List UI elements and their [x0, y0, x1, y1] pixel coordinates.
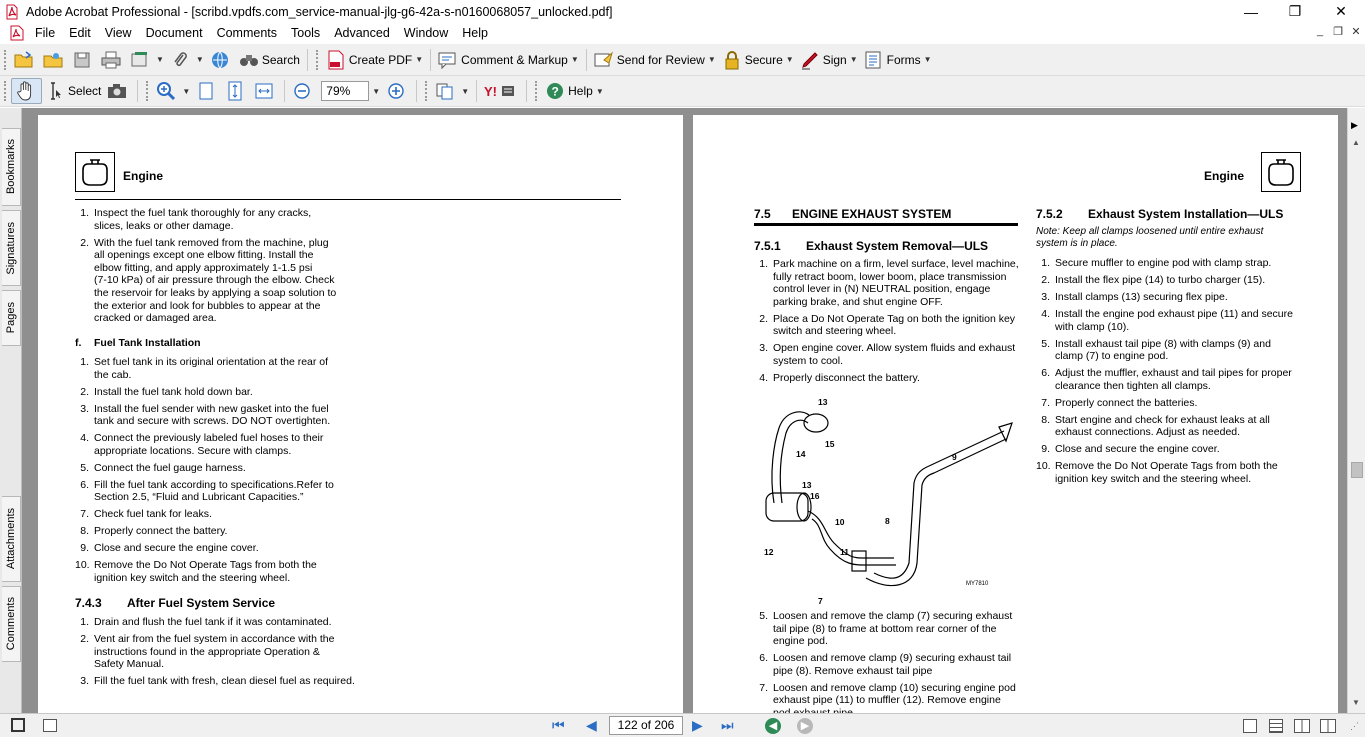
create-pdf-label: Create PDF: [348, 52, 413, 67]
section-7-4-3-title: After Fuel System Service: [127, 596, 276, 610]
zoom-tool-button[interactable]: [153, 78, 193, 104]
svg-text:?: ?: [551, 84, 559, 99]
list-item: 3. Fill the fuel tank with fresh, clean diesel fuel as required.: [80, 675, 355, 688]
bookmarks-tab-label: Bookmarks: [5, 139, 17, 195]
organizer-dropdown-button[interactable]: [127, 47, 167, 73]
chevron-down-icon[interactable]: ▼: [372, 86, 381, 96]
pages-tab[interactable]: [2, 290, 21, 346]
open-button[interactable]: [11, 47, 40, 73]
navigation-toolbar: [0, 76, 1365, 107]
installation-steps-list: [1036, 257, 1306, 490]
list-item: 2. Vent air from the fuel system in accordance with the instructions found in the appropriate Operation & Safety Manual.: [80, 632, 335, 671]
snapshot-tool-button[interactable]: [104, 78, 133, 104]
sign-label: Sign: [822, 52, 847, 67]
list-item: 4. Properly disconnect the battery.: [759, 371, 920, 384]
list-item: 4. Connect the previously labeled fuel hoses to their appropriate locations. Secure with clamps.: [80, 432, 324, 457]
globe-icon: [210, 50, 230, 70]
single-page-icon[interactable]: [1243, 719, 1257, 733]
figure-label: 10: [835, 517, 845, 527]
secure-button[interactable]: [719, 47, 797, 73]
status-bar: [0, 713, 1365, 737]
yahoo-search-button[interactable]: [481, 78, 522, 104]
acrobat-app-icon: [4, 4, 20, 20]
page-layout-button[interactable]: [432, 78, 472, 104]
create-pdf-button[interactable]: [323, 47, 426, 73]
restore-button[interactable]: ❐: [1288, 3, 1302, 19]
toolbar-grip[interactable]: [4, 50, 7, 70]
hand-tool-button[interactable]: [11, 78, 42, 104]
save-icon: [72, 50, 92, 70]
continuous-facing-icon[interactable]: [1320, 719, 1336, 733]
title-bar: [0, 0, 1365, 23]
list-item: 9. Close and secure the engine cover.: [80, 542, 259, 555]
menu-window[interactable]: Window: [403, 26, 449, 40]
signatures-tab-label: Signatures: [5, 221, 17, 275]
document-page-left: [38, 115, 683, 715]
figure-label: 9: [952, 452, 957, 462]
toolbar-grip[interactable]: [4, 81, 7, 101]
print-button[interactable]: [98, 47, 127, 73]
toolbar-separator: [284, 80, 285, 102]
list-item: 7. Loosen and remove clamp (10) securing engine pod exhaust pipe (11) to muffler (12). Remove engine: [759, 681, 1016, 707]
engine-section-icon: [75, 152, 115, 192]
thumbnail-icon[interactable]: [43, 719, 57, 732]
page-number-field[interactable]: 122 of 206: [609, 716, 683, 735]
comments-tab-label: Comments: [5, 597, 17, 651]
list-item: 5. Loosen and remove the clamp (7) securing exhaust tail pipe (8) to frame at bottom rear corner of the engine pod.: [759, 610, 1013, 648]
folder-open-icon: [14, 50, 34, 70]
figure-code: MY7810: [966, 581, 989, 587]
actual-size-button[interactable]: [193, 78, 222, 104]
toolbar-grip[interactable]: [425, 81, 428, 101]
last-page-icon[interactable]: ⏭: [721, 717, 734, 733]
list-item: 2. Install the flex pipe (14) to turbo charger (15).: [1041, 273, 1266, 286]
scroll-down-icon[interactable]: ▼: [1352, 698, 1360, 707]
help-icon: [545, 81, 565, 101]
send-for-review-label: Send for Review: [616, 52, 705, 67]
organizer-icon: [43, 50, 63, 70]
search-button[interactable]: [236, 47, 303, 73]
doc-close-button[interactable]: ✕: [1351, 26, 1361, 38]
pages-tab-label: Pages: [5, 302, 17, 334]
comment-markup-icon: [438, 50, 458, 70]
menu-bar: [0, 23, 1365, 43]
page-header-title: Engine: [123, 169, 164, 183]
list-item: 8. Start engine and check for exhaust leaks at all exhaust connections. Adjust as needed.: [1041, 413, 1270, 439]
resize-grip-icon[interactable]: ⋰: [1350, 721, 1359, 731]
fit-page-button[interactable]: [222, 78, 251, 104]
attachments-tab[interactable]: [2, 496, 21, 582]
chevron-down-icon: ▼: [595, 86, 604, 96]
document-viewer[interactable]: [22, 108, 1347, 713]
toolbar-grip[interactable]: [535, 81, 538, 101]
first-page-icon[interactable]: ⏮: [552, 717, 565, 733]
select-tool-button[interactable]: [42, 78, 104, 104]
exhaust-system-figure: [754, 393, 1019, 606]
menu-help[interactable]: Help: [462, 26, 488, 40]
zoom-out-icon: [292, 81, 312, 101]
list-item: 10. Remove the Do Not Operate Tags from both the ignition key switch and the steering wheel.: [75, 559, 317, 584]
menu-view[interactable]: View: [104, 26, 132, 40]
list-item: 3. Install the fuel sender with new gasket into the fuel tank and secure with screws. DO NOT overtighten.: [80, 402, 331, 428]
comment-markup-label: Comment & Markup: [461, 52, 568, 67]
organizer-button[interactable]: [40, 47, 69, 73]
help-label: Help: [568, 84, 593, 98]
next-page-icon[interactable]: ▶: [692, 717, 703, 733]
list-item: 3. Open engine cover. Allow system fluids and exhaust system to cool.: [759, 342, 1016, 367]
zoom-field[interactable]: [318, 78, 383, 104]
page-layout-icon: [435, 81, 455, 101]
chevron-down-icon: ▼: [923, 55, 932, 64]
subheading-fuel-tank-installation: Fuel Tank Installation: [94, 337, 201, 349]
removal-steps-list: [754, 258, 1024, 389]
chevron-down-icon: ▼: [415, 55, 424, 64]
list-item: 2. Install the fuel tank hold down bar.: [80, 385, 253, 398]
list-item: 5. Connect the fuel gauge harness.: [80, 461, 246, 474]
printer-icon: [101, 50, 121, 70]
toolbar-separator: [137, 80, 138, 102]
list-item: 6. Loosen and remove clamp (9) securing exhaust tail pipe (8). Remove exhaust tail pipe: [759, 652, 1012, 677]
facing-icon[interactable]: [1294, 719, 1310, 733]
after-service-steps-list: [75, 616, 365, 692]
email-button[interactable]: [207, 47, 236, 73]
section-rule: [754, 223, 1018, 226]
svg-text:Y!: Y!: [484, 84, 498, 99]
section-7-5-1-number: 7.5.1: [754, 239, 781, 253]
section-7-5-1-title: Exhaust System Removal—ULS: [806, 239, 989, 253]
lock-icon: [722, 50, 742, 70]
section-7-5-2-title: Exhaust System Installation—ULS: [1088, 207, 1284, 221]
vertical-scrollbar[interactable]: [1347, 108, 1365, 713]
doc-restore-button[interactable]: ❐: [1333, 26, 1343, 38]
chevron-down-icon: ▼: [849, 55, 858, 64]
document-stack-icon: [130, 50, 150, 70]
select-label: Select: [68, 84, 102, 98]
section-7-5-title: ENGINE EXHAUST SYSTEM: [792, 207, 952, 221]
figure-label: 14: [796, 449, 806, 459]
forms-icon: [864, 50, 884, 70]
navigation-panel: [0, 108, 22, 713]
window-title: Adobe Acrobat Professional - [scribd.vpdfs.com_service-manual-jlg-g6-42a-s-n0160068057_unlocked.pdf]: [26, 4, 613, 19]
toolbar-grip[interactable]: [316, 50, 319, 70]
figure-label: 13: [818, 397, 828, 407]
list-item: 1. Set fuel tank in its original orientation at the rear of the cab.: [80, 356, 329, 381]
paperclip-icon: [170, 50, 190, 70]
menu-tools[interactable]: Tools: [291, 26, 321, 40]
forms-button[interactable]: [861, 47, 935, 73]
binoculars-icon: [239, 50, 259, 70]
bookmarks-tab[interactable]: [2, 128, 21, 206]
chevron-down-icon: ▼: [182, 86, 191, 96]
section-7-5-2-number: 7.5.2: [1036, 207, 1063, 221]
doc-minimize-button[interactable]: _: [1316, 25, 1324, 37]
page-size-icon[interactable]: [11, 718, 25, 732]
send-for-review-icon: [594, 50, 614, 70]
figure-label: 8: [885, 516, 890, 526]
send-for-review-button[interactable]: [591, 47, 719, 73]
menu-edit[interactable]: Edit: [69, 26, 91, 40]
zoom-value-input[interactable]: 79%: [321, 81, 369, 101]
go-forward-icon[interactable]: ▶: [797, 718, 813, 734]
list-item: 10. Remove the Do Not Operate Tags from both the ignition key switch and the steering wheel.: [1036, 460, 1278, 485]
list-item: 4. Install the engine pod exhaust pipe (11) and secure with clamp (10).: [1041, 307, 1293, 333]
page-header-title: Engine: [1204, 169, 1245, 183]
figure-label: 7: [818, 596, 823, 606]
section-7-5-number: 7.5: [754, 207, 771, 221]
list-item: 5. Install exhaust tail pipe (8) with clamps (9) and clamp (7) to engine pod.: [1041, 337, 1271, 363]
attachments-tab-label: Attachments: [5, 508, 17, 570]
list-item: 1. Park machine on a firm, level surface, level machine, fully retract boom, lower boom, place transmission control lever in (N) NEUTRAL position, engage parking brake, and shut engine OFF.: [759, 258, 1019, 308]
save-button[interactable]: [69, 47, 98, 73]
pen-icon: [800, 50, 820, 70]
menu-file[interactable]: File: [35, 26, 56, 40]
figure-label: 16: [810, 491, 820, 501]
sign-button[interactable]: [797, 47, 861, 73]
previous-page-icon[interactable]: ◀: [586, 717, 597, 733]
fit-page-icon: [225, 81, 245, 101]
search-label: Search: [261, 52, 300, 67]
list-item: 2. Place a Do Not Operate Tag on both the ignition key switch and steering wheel.: [759, 312, 1016, 338]
pdf-document-icon[interactable]: [10, 25, 24, 41]
list-item: 9. Close and secure the engine cover.: [1041, 443, 1220, 456]
chevron-down-icon: ▼: [461, 86, 470, 96]
list-item: 1. Secure muffler to engine pod with clamp strap.: [1041, 257, 1272, 269]
zoom-in-icon: [156, 81, 176, 101]
chevron-down-icon: ▼: [785, 55, 794, 64]
attach-button[interactable]: [167, 47, 207, 73]
toolbar-grip[interactable]: [146, 81, 149, 101]
installation-note: Note: Keep all clamps loosened until entire exhaust system is in place.: [1036, 226, 1264, 249]
hand-icon: [15, 81, 35, 101]
list-item: 1. Inspect the fuel tank thoroughly for any cracks, slices, leaks or other damage.: [80, 207, 312, 232]
menu-advanced[interactable]: Advanced: [334, 26, 390, 40]
zoom-plus-icon: [386, 81, 406, 101]
actual-size-icon: [196, 81, 216, 101]
list-item: 1. Drain and flush the fuel tank if it was contaminated.: [80, 616, 332, 628]
scroll-thumb[interactable]: [1351, 462, 1363, 478]
removal-steps-list-continued: [754, 610, 1024, 724]
figure-label: 11: [840, 547, 849, 557]
chevron-down-icon: ▼: [195, 55, 204, 64]
list-item: 6. Fill the fuel tank according to specifications.Refer to Section 2.5, “Fluid and Lubricant Capacities.”: [80, 478, 334, 504]
chevron-down-icon: ▼: [570, 55, 579, 64]
toolbar-separator: [307, 49, 308, 71]
scroll-up-icon[interactable]: ▲: [1352, 138, 1360, 147]
section-7-4-3-number: 7.4.3: [75, 596, 102, 610]
zoom-in-button[interactable]: [383, 78, 412, 104]
comment-markup-button[interactable]: [435, 47, 582, 73]
figure-label: 15: [825, 439, 835, 449]
toolbar-separator: [416, 80, 417, 102]
subheading-letter: f.: [75, 337, 82, 349]
list-item: 8. Properly connect the battery.: [80, 525, 228, 538]
help-button[interactable]: [542, 78, 607, 104]
list-item: 6. Adjust the muffler, exhaust and tail pipes for proper clearance then tighten all clamps.: [1041, 367, 1292, 392]
signatures-tab[interactable]: [2, 210, 21, 286]
toolbar-separator: [526, 80, 527, 102]
secure-label: Secure: [744, 52, 783, 67]
toolbar-separator: [586, 49, 587, 71]
camera-icon: [107, 81, 127, 101]
continuous-icon[interactable]: [1269, 719, 1283, 733]
header-rule: [75, 199, 621, 200]
chevron-down-icon: ▼: [156, 55, 164, 64]
menu-comments[interactable]: Comments: [216, 26, 277, 40]
zoom-out-button[interactable]: [289, 78, 318, 104]
figure-label: 13: [802, 480, 812, 490]
inspection-steps-list: [75, 207, 345, 329]
comments-tab[interactable]: [2, 586, 21, 662]
toolbar-separator: [430, 49, 431, 71]
close-button[interactable]: ✕: [1335, 3, 1347, 19]
minimize-button[interactable]: —: [1244, 3, 1258, 20]
list-item: 2. With the fuel tank removed from the machine, plug all openings except one elbow fitting. Install the elbow fitting, and apply approximately 1-1.5 psi (7-10 kPa) of air pressure through the elbow. Check the reservoir for leaks by applying a soap solution to the exterior and look for bubbles to appear at the cracked or damaged area.: [80, 236, 337, 325]
list-item: 7. Properly connect the batteries.: [1041, 396, 1198, 409]
menu-document[interactable]: Document: [145, 26, 203, 40]
forms-label: Forms: [886, 52, 921, 67]
engine-section-icon: [1261, 152, 1301, 192]
create-pdf-icon: [326, 50, 346, 70]
file-toolbar: [0, 44, 1365, 76]
yahoo-icon: [484, 81, 516, 101]
chevron-down-icon: ▼: [707, 55, 716, 64]
toolbar-separator: [476, 80, 477, 102]
pane-arrow-icon[interactable]: ▶: [1351, 120, 1358, 130]
text-select-icon: [45, 81, 65, 101]
fit-width-button[interactable]: [251, 78, 280, 104]
list-item: 3. Install clamps (13) securing flex pipe.: [1041, 290, 1228, 303]
document-page-right: [693, 115, 1338, 715]
figure-label: 12: [764, 547, 774, 557]
fit-width-icon: [254, 81, 274, 101]
installation-steps-list: [75, 356, 345, 589]
go-back-icon[interactable]: ◀: [765, 718, 781, 734]
list-item: 7. Check fuel tank for leaks.: [80, 508, 212, 521]
